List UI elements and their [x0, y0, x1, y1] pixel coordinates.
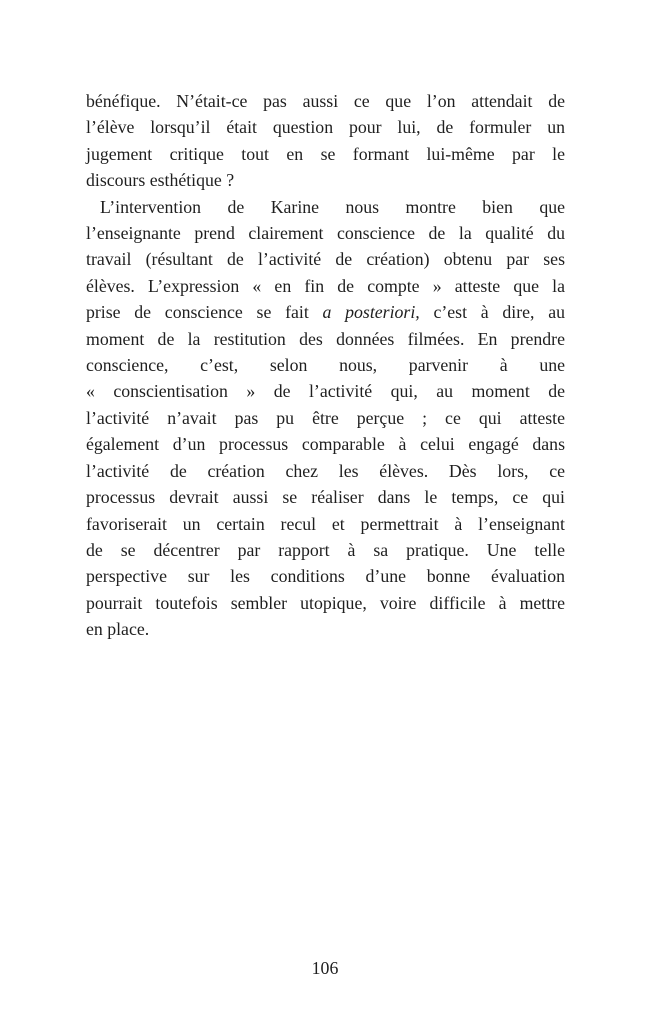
text-line: [86, 167, 565, 193]
page-footer: [0, 955, 650, 981]
text-line: [86, 299, 565, 325]
text-segment: en place.: [86, 619, 150, 640]
paragraph: [86, 194, 565, 643]
text-segment: moment de la restitution des données filmées. En prendre: [86, 328, 565, 349]
text-segment: pourrait toutefois sembler utopique, voire difficile à mettre: [86, 592, 565, 613]
text-line: [86, 114, 565, 140]
text-segment: l’enseignante prend clairement conscience de la qualité du: [86, 223, 565, 244]
text-segment: travail (résultant de l’activité de création) obtenu par ses: [86, 249, 565, 270]
text-segment: L’intervention de Karine nous montre bien que: [100, 196, 565, 217]
text-segment: discours esthétique ?: [86, 170, 235, 191]
text-line: [86, 273, 565, 299]
italic-text: a posteriori,: [322, 302, 420, 323]
text-line: [86, 326, 565, 352]
text-segment: c’est à dire, au: [419, 302, 565, 323]
text-line: [86, 537, 565, 563]
text-segment: élèves. L’expression « en fin de compte » atteste que la: [86, 275, 565, 296]
text-line: [86, 88, 565, 114]
text-segment: l’élève lorsqu’il était question pour lui, de formuler un: [86, 117, 565, 138]
text-line: [86, 458, 565, 484]
paragraph: [86, 88, 565, 194]
text-segment: de se décentrer par rapport à sa pratique. Une telle: [86, 539, 565, 560]
text-line: [86, 484, 565, 510]
text-line: [86, 194, 565, 220]
text-segment: l’activité de création chez les élèves. Dès lors, ce: [86, 460, 565, 481]
text-line: [86, 378, 565, 404]
text-segment: « conscientisation » de l’activité qui, au moment de: [86, 381, 565, 402]
text-segment: perspective sur les conditions d’une bonne évaluation: [86, 566, 565, 587]
body-text: [86, 88, 565, 643]
text-segment: l’activité n’avait pas pu être perçue ; ce qui atteste: [86, 407, 565, 428]
text-line: [86, 563, 565, 589]
text-segment: processus devrait aussi se réaliser dans le temps, ce qui: [86, 487, 565, 508]
text-line: [86, 220, 565, 246]
text-line: [86, 590, 565, 616]
page-number: 106: [311, 958, 339, 978]
text-line: [86, 141, 565, 167]
text-line: [86, 246, 565, 272]
text-segment: favoriserait un certain recul et permettrait à l’enseignant: [86, 513, 565, 534]
text-segment: conscience, c’est, selon nous, parvenir à une: [86, 355, 565, 376]
text-segment: prise de conscience se fait: [86, 302, 323, 323]
text-line: [86, 352, 565, 378]
text-line: [86, 511, 565, 537]
text-line: [86, 616, 565, 642]
text-line: [86, 431, 565, 457]
text-segment: également d’un processus comparable à celui engagé dans: [86, 434, 565, 455]
text-segment: jugement critique tout en se formant lui-même par le: [86, 143, 565, 164]
text-line: [86, 405, 565, 431]
text-segment: bénéfique. N’était-ce pas aussi ce que l’on attendait de: [86, 91, 565, 111]
